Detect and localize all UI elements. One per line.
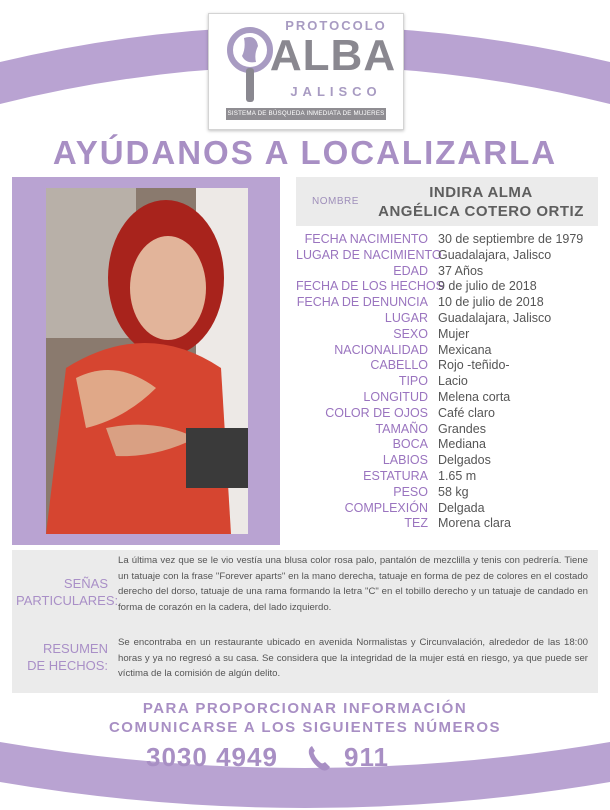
logo-subtitle: SISTEMA DE BÚSQUEDA INMEDIATA DE MUJERES xyxy=(226,108,386,120)
field-row xyxy=(296,295,598,311)
field-row xyxy=(296,327,598,343)
field-label: FECHA NACIMIENTO xyxy=(304,232,428,246)
person-name-line2: ANGÉLICA COTERO ORTIZ xyxy=(378,203,584,220)
field-label: TAMAÑO xyxy=(375,421,428,436)
field-row xyxy=(296,437,598,453)
field-value: Lacio xyxy=(438,374,468,389)
field-label: SEXO xyxy=(393,326,428,341)
field-row xyxy=(296,516,598,532)
field-value: Melena corta xyxy=(438,389,511,404)
photo-illustration xyxy=(46,188,248,534)
field-value: Delgados xyxy=(438,453,491,468)
resumen-text: Se encontraba en un restaurante ubicado en avenida Normalistas y Circunvalación, alrededor de las 18:00 horas y ya no regresó a su casa. Se considera que la integridad de la mujer está en riesgo, ya que puede ser víctima de la comisión de algún delito. xyxy=(118,637,588,679)
logo-alba: ALBA xyxy=(269,31,397,80)
logo-protocolo: PROTOCOLO xyxy=(285,18,387,33)
contact-phone[interactable]: 3030 4949 xyxy=(146,742,278,772)
field-label: LUGAR xyxy=(384,310,428,325)
field-row xyxy=(296,264,598,280)
phone-icon xyxy=(306,744,332,772)
bottom-band-decoration xyxy=(0,730,610,810)
field-label: NACIONALIDAD xyxy=(334,342,428,357)
field-label: COLOR DE OJOS xyxy=(325,405,428,420)
field-label: PESO xyxy=(393,484,428,499)
field-label: LABIOS xyxy=(382,453,428,468)
resumen-label-line2: DE HECHOS: xyxy=(27,658,108,673)
field-row xyxy=(296,311,598,327)
field-label: CABELLO xyxy=(370,358,428,373)
field-row xyxy=(296,501,598,517)
field-value: 10 de julio de 2018 xyxy=(438,295,544,310)
person-name-line1: INDIRA ALMA xyxy=(429,184,533,201)
field-value: 37 Años xyxy=(438,263,484,278)
field-label: LUGAR DE NACIMIENTO xyxy=(296,247,442,262)
field-value: Guadalajara, Jalisco xyxy=(438,310,552,325)
resumen-label xyxy=(16,640,108,674)
field-row xyxy=(296,390,598,406)
field-value: Delgada xyxy=(438,500,485,515)
field-row xyxy=(296,453,598,469)
field-value: Grandes xyxy=(438,421,486,436)
field-row xyxy=(296,422,598,438)
contact-line2: COMUNICARSE A LOS SIGUIENTES NÚMEROS xyxy=(108,719,502,736)
field-label: EDAD xyxy=(393,263,428,278)
field-label: TEZ xyxy=(404,516,428,531)
field-value: Mexicana xyxy=(438,342,492,357)
senas-label xyxy=(16,575,119,609)
field-row xyxy=(296,248,598,264)
field-row xyxy=(296,374,598,390)
field-value: Guadalajara, Jalisco xyxy=(438,247,552,262)
field-row xyxy=(296,469,598,485)
field-value: Mediana xyxy=(438,437,486,452)
field-row xyxy=(296,485,598,501)
emergency-number[interactable]: 911 xyxy=(344,742,389,772)
senas-label-line2: PARTICULARES: xyxy=(16,593,119,608)
contact-line1: PARA PROPORCIONAR INFORMACIÓN xyxy=(142,700,468,717)
field-value: 9 de julio de 2018 xyxy=(438,279,537,294)
description-fields xyxy=(296,232,598,532)
field-value: Rojo -teñido- xyxy=(438,358,510,373)
field-label: LONGITUD xyxy=(363,389,428,404)
resumen-label-line1: RESUMEN xyxy=(42,641,108,656)
field-value: 30 de septiembre de 1979 xyxy=(438,232,584,246)
field-row xyxy=(296,279,598,295)
field-value: Café claro xyxy=(438,405,495,420)
senas-text: La última vez que se le vio vestía una blusa color rosa palo, pantalón de mezclilla y tenis con pedrería. Tiene un tatuaje con la frase "Forever aparts" en la mano derecha, tatuaje en forma de pez de colores en el costado derecho del dorso, tatuaje de una rama formando la letra "C" en el tobillo derecho y un tatuaje de candado en forma de corazón en la cadera, del lado izquierdo. xyxy=(118,555,588,613)
person-name xyxy=(366,183,596,221)
page-title: AYÚDANOS A LOCALIZARLA xyxy=(52,134,558,171)
name-label: NOMBRE xyxy=(312,196,359,207)
field-label: BOCA xyxy=(392,437,428,452)
field-value: Mujer xyxy=(438,326,470,341)
field-label: COMPLEXIÓN xyxy=(344,500,428,515)
field-label: FECHA DE LOS HECHOS xyxy=(296,279,444,294)
field-label: ESTATURA xyxy=(363,468,428,483)
field-row xyxy=(296,406,598,422)
field-label: FECHA DE DENUNCIA xyxy=(296,295,428,310)
field-label: TIPO xyxy=(398,374,428,389)
senas-label-line1: SEÑAS xyxy=(63,576,108,591)
field-row xyxy=(296,232,598,248)
field-value: Morena clara xyxy=(438,516,511,531)
field-value: 58 kg xyxy=(438,484,469,499)
field-row xyxy=(296,343,598,359)
field-value: 1.65 m xyxy=(438,468,477,483)
field-row xyxy=(296,358,598,374)
logo-jalisco: JALISCO xyxy=(290,84,382,99)
missing-person-photo xyxy=(46,188,248,534)
